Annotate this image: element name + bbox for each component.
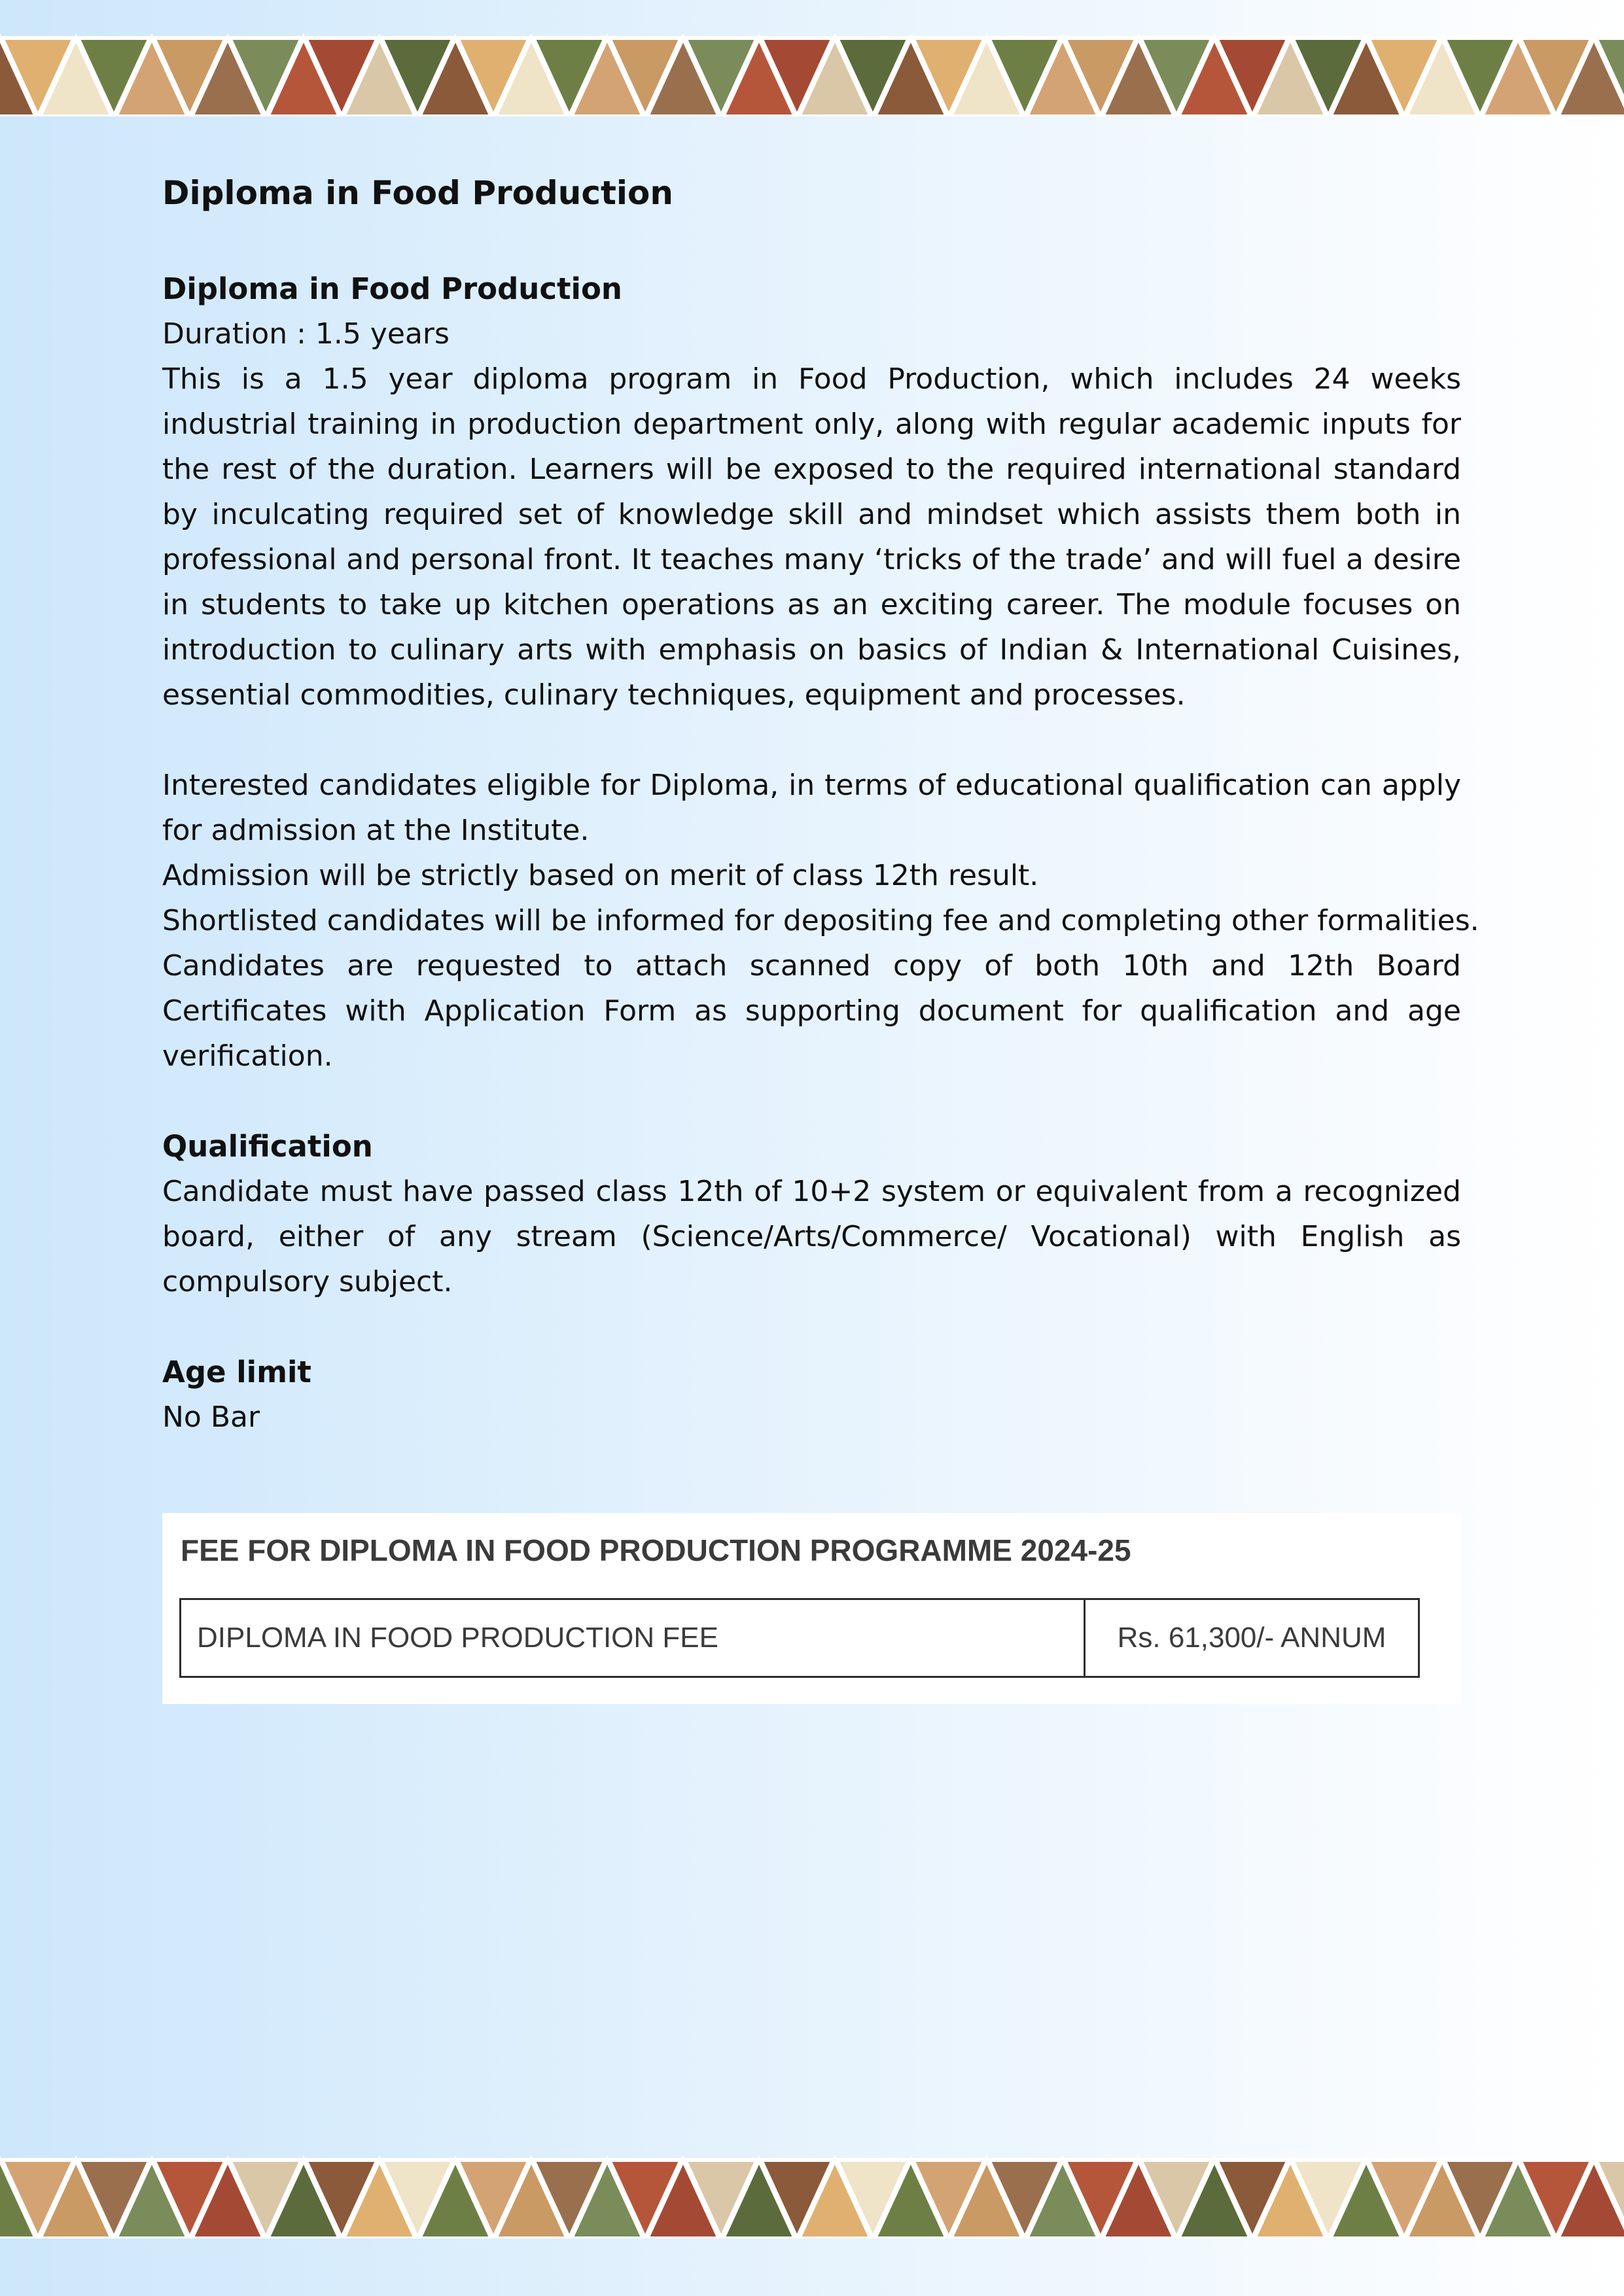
admission-eligibility: Interested candidates eligible for Diploma, in terms of educational qualification can apply for admission at the Institute.: [162, 769, 1461, 847]
admission-merit: Admission will be strictly based on merit of class 12th result.: [162, 859, 1039, 892]
photo-collage-triangle-border: [0, 2155, 1624, 2238]
fee-amount-cell: Rs. 61,300/- ANNUM: [1117, 1622, 1386, 1654]
page-title: Diploma in Food Production: [162, 174, 674, 212]
decorative-border-top: [0, 33, 1624, 116]
program-duration: Duration : 1.5 years: [162, 317, 450, 351]
qualification-heading: Qualification: [162, 1129, 373, 1164]
fee-label-cell: DIPLOMA IN FOOD PRODUCTION FEE: [181, 1600, 1086, 1676]
admission-shortlist: Shortlisted candidates will be informed for depositing fee and completing other formalities.: [162, 904, 1479, 937]
program-description: This is a 1.5 year diploma program in Food Production, which includes 24 weeks industrial training in production department only, along with regular academic inputs for the rest of the duration. Learners will be exposed to the required international standard by inculcating required set of knowledge skill and mindset which assists them both in professional and personal front. It teaches many ‘tricks of the trade’ and will fuel a desire in students to take up kitchen operations as an exciting career. The module focuses on introduction to culinary arts with emphasis on basics of Indian & International Cuisines, essential commodities, culinary techniques, equipment and processes.: [162, 362, 1461, 712]
program-heading: Diploma in Food Production: [162, 271, 622, 306]
fee-box: [162, 1513, 1461, 1704]
decorative-border-bottom: [0, 2155, 1624, 2238]
qualification-text: Candidate must have passed class 12th of 10+2 system or equivalent from a recognized board, either of any stream (Science/Arts/Commerce/ Vocational) with English as compulsory subject.: [162, 1175, 1461, 1298]
age-limit-heading: Age limit: [162, 1355, 311, 1389]
main-content: [162, 165, 1479, 1440]
fee-title: FEE FOR DIPLOMA IN FOOD PRODUCTION PROGRAMME 2024-25: [181, 1533, 1131, 1567]
photo-collage-triangle-border: [0, 33, 1624, 116]
age-limit-text: No Bar: [162, 1400, 260, 1434]
fee-table: [179, 1598, 1420, 1678]
admission-documents: Candidates are requested to attach scanned copy of both 10th and 12th Board Certificates with Application Form as supporting document for qualification and age verification.: [162, 949, 1461, 1073]
